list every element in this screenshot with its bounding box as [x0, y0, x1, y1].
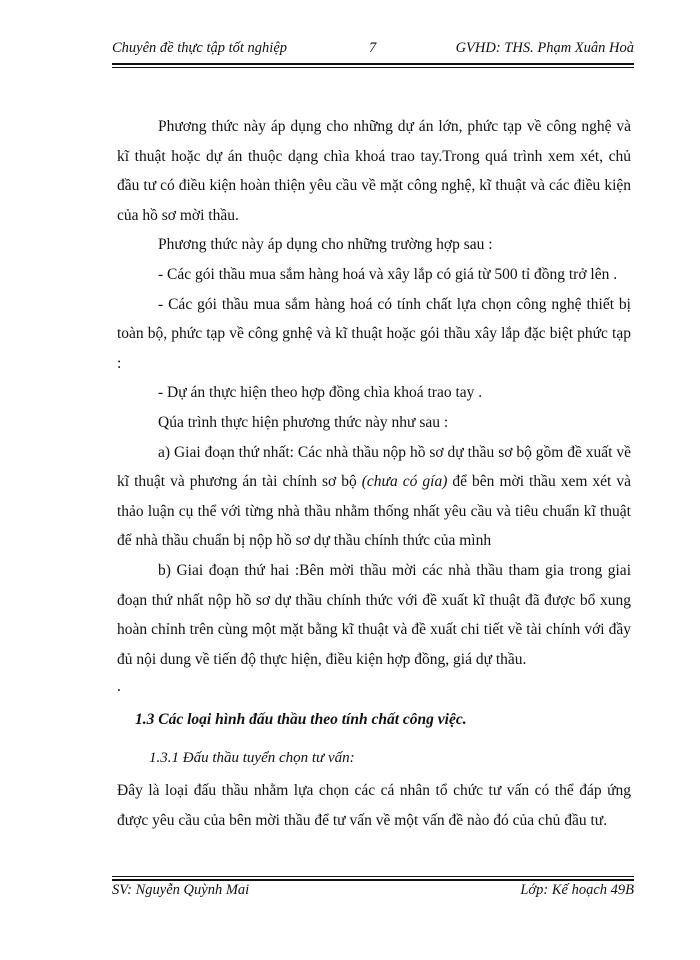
stage-a-text: a) Giai đoạn thứ nhất: Các nhà thầu nộp hồ sơ dự thầu sơ bộ gồm đề xuất về kĩ thuật và phương án tài chính sơ bộ	[117, 443, 631, 491]
paragraph-stage-b: b) Giai đoạn thứ hai :Bên mời thầu mời các nhà thầu tham gia trong giai đoạn thứ nhất nộp hồ sơ dự thầu chính thức với đề xuất kĩ thuật đã được bổ xung hoàn chỉnh trên cùng một mặt bằng kĩ thuật và đề xuất chi tiết về tài chính với đầy đủ nội dung về tiến độ thực hiện, điều kiện hợp đồng, giá dự thầu.	[117, 561, 631, 668]
page-number: 7	[369, 40, 377, 56]
footer-class: Lớp: Kế hoạch 49B	[520, 882, 634, 898]
paragraph-stage-a	[117, 438, 631, 556]
stray-dot: .	[117, 678, 121, 696]
page-header	[112, 40, 634, 62]
header-advisor: GVHD: THS. Phạm Xuân Hoà	[455, 40, 634, 56]
list-item-case-2: - Các gói thầu mua sắm hàng hoá có tính chất lựa chọn công nghệ thiết bị toàn bộ, phức tạp về công gnhệ và kĩ thuật hoặc gói thầu xây lắp đặc biệt phức tạp :	[117, 295, 631, 372]
paragraph-intro: Phương thức này áp dụng cho những dự án lớn, phức tạp về công nghệ và kĩ thuật hoặc dự án thuộc dạng chìa khoá trao tay.Trong quá trình xem xét, chủ đầu tư có điều kiện hoàn thiện yêu cầu về mặt công nghệ, kĩ thuật và các điều kiện của hồ sơ mời thầu.	[117, 118, 631, 224]
header-title: Chuyên đề thực tập tốt nghiệp	[112, 40, 288, 56]
list-item-case-3: - Dự án thực hiện theo hợp đồng chìa khoá trao tay .	[158, 384, 483, 402]
list-item-case-1: - Các gói thầu mua sắm hàng hoá và xây lắp có giá từ 500 tỉ đồng trở lên .	[158, 265, 618, 283]
stage-a-text-rest: để bên mời thầu xem xét và thảo luận cụ thể với từng nhà thầu nhằm thống nhất yêu cầu và tiêu chuẩn kĩ thuật để nhà thầu chuẩn bị nộp hồ sơ dự thầu chính thức của mình	[117, 473, 632, 550]
document-body	[117, 112, 631, 835]
paragraph-consulting: Đây là loại đấu thầu nhằm lựa chọn các cá nhân tổ chức tư vấn có thể đáp ứng được yêu cầu của bên mời thầu để tư vấn về một vấn đề nào đó của chủ đầu tư.	[117, 782, 631, 829]
footer-student: SV: Nguyễn Quỳnh Mai	[112, 882, 250, 898]
stage-a-italic-note: (chưa có gía)	[361, 473, 448, 491]
page-footer	[112, 882, 634, 904]
header-rule	[112, 63, 634, 68]
footer-rule	[112, 876, 634, 881]
section-heading: 1.3 Các loại hình đấu thầu theo tính chất công việc.	[135, 711, 467, 729]
paragraph-process-lead: Qúa trình thực hiện phương thức này như sau :	[158, 413, 449, 431]
paragraph-cases-lead: Phương thức này áp dụng cho những trường hợp sau :	[158, 236, 493, 254]
subsection-heading: 1.3.1 Đấu thầu tuyển chọn tư vấn:	[149, 750, 355, 767]
